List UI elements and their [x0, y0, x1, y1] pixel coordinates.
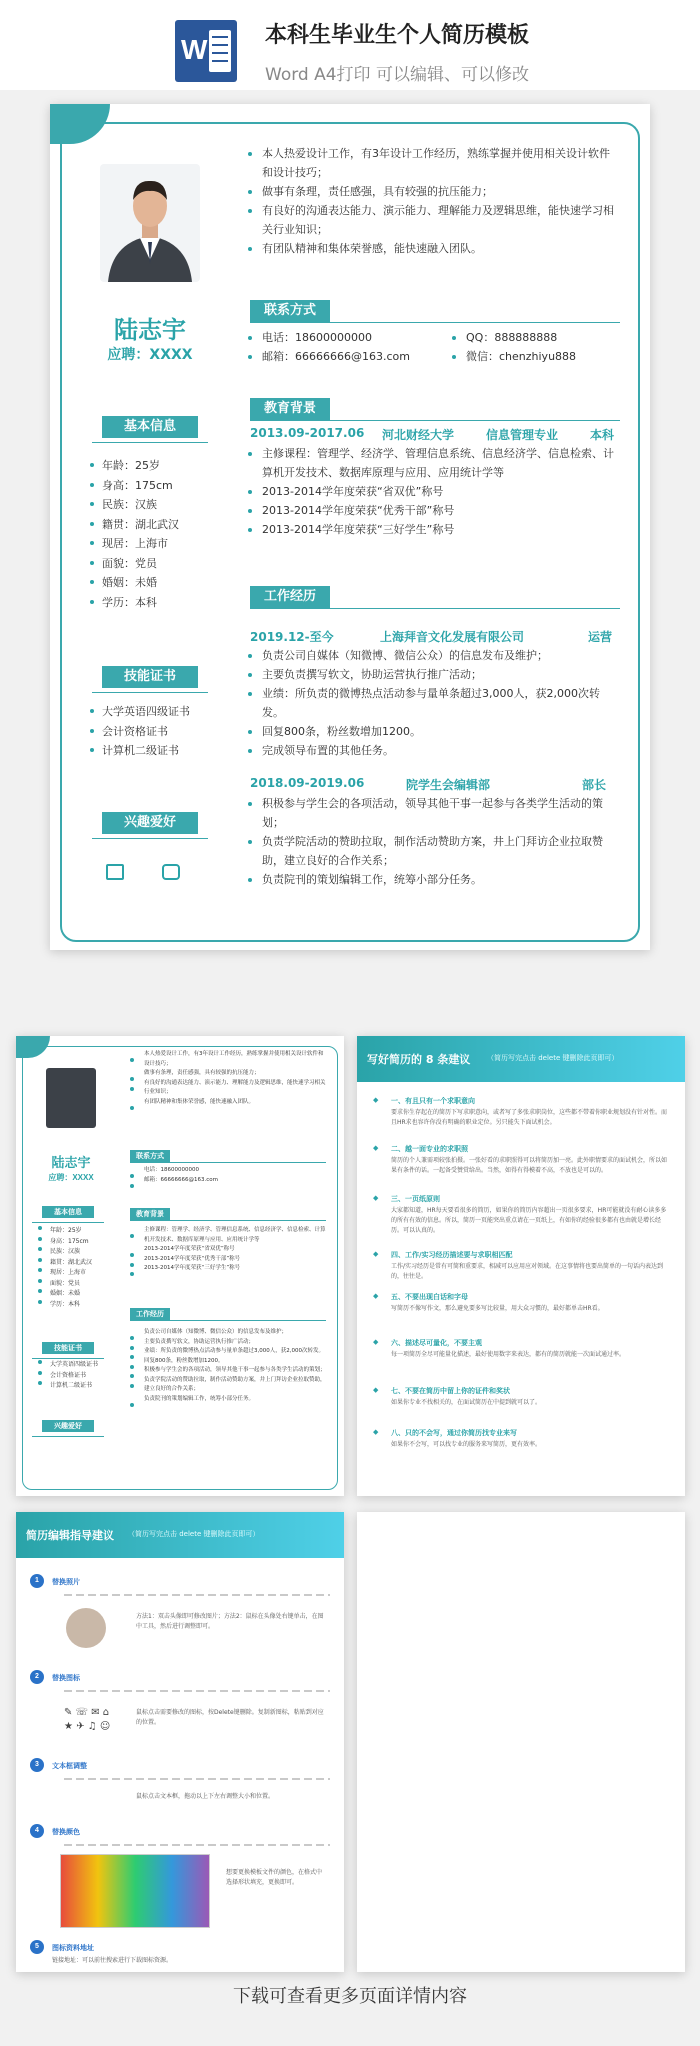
- thumb-avatar: [46, 1068, 96, 1128]
- thumb-cert-item: 会计资格证书: [38, 1371, 98, 1382]
- thumb-role: 应聘：XXXX: [48, 1173, 94, 1182]
- basic-info-heading: 基本信息: [102, 416, 198, 438]
- phone-field: 电话：18600000000: [246, 328, 436, 347]
- work-position: 部长: [582, 778, 607, 792]
- work-date: 2019.12-至今: [250, 630, 334, 644]
- cert-list: [90, 702, 190, 761]
- thumb-edu-item: 2013-2014学年度荣获“省双优”称号: [128, 1245, 328, 1255]
- contact-heading: 联系方式: [250, 300, 330, 322]
- summary-item: 做事有条理，责任感强，具有较强的抗压能力；: [246, 182, 618, 201]
- step-title: 图标资料地址: [52, 1944, 94, 1952]
- basic-item: 籍贯：湖北武汉: [90, 515, 179, 535]
- step-text: 鼠标点击需要修改的图标，按Delete键删除。复制新图标，粘贴到对应的位置。: [136, 1709, 324, 1726]
- thumb-cert-list: [38, 1360, 98, 1392]
- thumb-work-list: [128, 1328, 328, 1404]
- work-heading: 工作经历: [250, 586, 330, 608]
- thumb-basic-item: 面貌：党员: [38, 1279, 92, 1290]
- header-subtitle: Word A4打印 可以编辑、可以修改: [265, 65, 529, 85]
- basic-item: 民族：汉族: [90, 495, 179, 515]
- summary-item: 有良好的沟通表达能力、演示能力、理解能力及逻辑思维，能快速学习相关行业知识；: [246, 201, 618, 239]
- thumb-basic-item: 婚姻：未婚: [38, 1289, 92, 1300]
- email-field: 邮箱：66666666@163.com: [246, 347, 436, 366]
- step-divider: [64, 1594, 330, 1596]
- tips-subtitle: （简历写完点击 delete 键删除此页即可）: [487, 1054, 619, 1062]
- work-list-2: [246, 794, 618, 889]
- thumb-work-heading: 工作经历: [130, 1308, 170, 1320]
- step-title: 替换颜色: [52, 1828, 80, 1836]
- work-item: 负责学院活动的赞助拉取，制作活动赞助方案，井上门拜访企业拉取赞助，建立良好的合作关系；: [246, 832, 618, 870]
- tip-heading: ◆ 七、不要在简历中留上你的证件和奖状: [391, 1386, 510, 1396]
- tip-text: 如果你不会写，可以找专业的服务来写简历，更有效率。: [391, 1441, 542, 1448]
- candidate-name: 陆志宇: [114, 316, 186, 344]
- summary-item: 有团队精神和集体荣誉感，能快速融入团队。: [246, 239, 618, 258]
- tip-text: 要求你生存起在的简历下写求职意向，或者写了多张求职岗位，这些都不带着你职业规划没有针对性。而且HR求也容许你没有明确的职业定位。另只能失下面试机会。: [391, 1109, 668, 1126]
- thumb-basic-list: [38, 1226, 92, 1310]
- contact-divider: [250, 322, 620, 323]
- step-number: 1: [30, 1574, 44, 1588]
- thumb-work-item: 主要负责撰写软文，协助运营执行推广活动；: [128, 1338, 328, 1348]
- tip-heading: ◆ 六、描述尽可量化，不要主观: [391, 1338, 482, 1348]
- summary-list: [246, 144, 618, 258]
- work-item: 负责公司自媒体（知微博、微信公众）的信息发布及维护；: [246, 646, 618, 665]
- basic-item: 学历：本科: [90, 593, 179, 613]
- header-title: 本科生毕业生个人简历模板: [265, 23, 530, 48]
- thumbnail-resume[interactable]: [16, 1036, 344, 1496]
- thumbnail-blank[interactable]: [357, 1512, 685, 1972]
- work-org: 院学生会编辑部: [406, 778, 491, 792]
- step-number: 5: [30, 1940, 44, 1954]
- thumb-divider: [130, 1320, 326, 1321]
- work-item: 回复800条，粉丝数增加1200。: [246, 722, 618, 741]
- guide-subtitle: （简历写完点击 delete 键删除此页即可）: [128, 1530, 260, 1538]
- step-text: 链接地址：可以前往搜索进行下载图标资源。: [52, 1957, 173, 1964]
- education-divider: [250, 420, 620, 421]
- thumb-summary-item: 做事有条理，责任感强，具有较强的抗压能力；: [128, 1069, 328, 1079]
- work-org: 上海拜音文化发展有限公司: [380, 630, 525, 644]
- thumb-divider: [130, 1220, 326, 1221]
- book-icon: [106, 864, 124, 880]
- step-divider: [64, 1844, 330, 1846]
- step-text: 想要更换模板文件的颜色，在格式中选择形状填充，更换即可。: [226, 1869, 323, 1886]
- qq-field: QQ：888888888: [450, 328, 620, 347]
- thumb-edu-list: [128, 1226, 328, 1274]
- page-header: [0, 0, 700, 90]
- basic-item: 年龄：25岁: [90, 456, 179, 476]
- thumb-edu-item: 2013-2014学年度荣获“优秀干部”称号: [128, 1255, 328, 1265]
- work-date: 2018.09-2019.06: [250, 776, 365, 790]
- step-title: 替换照片: [52, 1578, 80, 1586]
- thumb-email: 邮箱：66666666@163.com: [128, 1176, 238, 1186]
- contact-left: [246, 328, 436, 366]
- work-row-1: [250, 628, 620, 644]
- tip-text: 如果你专业不找相关的，在面试简历在中提到就可以了。: [391, 1399, 542, 1406]
- edu-date: 2013.09-2017.06: [250, 426, 365, 440]
- thumb-phone: 电话：18600000000: [128, 1166, 238, 1176]
- edu-degree: 本科: [590, 428, 615, 442]
- thumb-summary: [128, 1050, 328, 1107]
- step-text: 鼠标点击文本框，拖动以上下左右调整大小和位置。: [136, 1793, 275, 1800]
- thumb-name: 陆志宇: [51, 1155, 91, 1170]
- thumb-edu-item: 主修课程：管理学、经济学、管理信息系统、信息经济学、信息检索、计算机开发技术、数据库原理与应用、应用统计学等: [128, 1226, 328, 1245]
- guide-icon-grid: ✎ ☏ ✉ ⌂ ★ ✈ ♫ ☺: [64, 1707, 111, 1732]
- education-row: [250, 426, 620, 442]
- education-list: [246, 444, 618, 539]
- work-item: 业绩：所负责的微博热点活动参与量单条超过3,000人，获2,000次转发。: [246, 684, 618, 722]
- guide-photo: [66, 1608, 106, 1648]
- thumb-contact-heading: 联系方式: [130, 1150, 170, 1162]
- thumb-work-item: 回复800条，粉丝数增加1200。: [128, 1357, 328, 1367]
- thumb-work-item: 负责院刊的策划编辑工作，统筹小部分任务。: [128, 1395, 328, 1405]
- edu-school: 河北财经大学: [382, 428, 455, 442]
- step-number: 2: [30, 1670, 44, 1684]
- word-icon: W: [175, 20, 237, 82]
- tip-text: 写简历不像写作文，那么避免要多写比较量，用大众习惯的，最好都单击HR看。: [391, 1305, 604, 1312]
- tip-heading: ◆ 四、工作/实习经历描述要与求职相匹配: [391, 1250, 513, 1260]
- thumb-summary-item: 有团队精神和集体荣誉感，能快速融入团队。: [128, 1098, 328, 1108]
- thumb-hobby-heading: 兴趣爱好: [42, 1420, 94, 1432]
- work-item: 负责院刊的策划编辑工作，统筹小部分任务。: [246, 870, 618, 889]
- avatar[interactable]: [100, 164, 200, 282]
- step-divider: [64, 1778, 330, 1780]
- thumb-basic-item: 现居：上海市: [38, 1268, 92, 1279]
- basic-item: 婚姻：未婚: [90, 573, 179, 593]
- work-item: 完成领导布置的其他任务。: [246, 741, 618, 760]
- thumb-work-item: 积极参与学生会的各项活动，领导其他干事一起参与各类学生活动的策划；: [128, 1366, 328, 1376]
- edu-item: 2013-2014学年度荣获“优秀干部”称号: [246, 501, 618, 520]
- guide-title: 简历编辑指导建议: [26, 1529, 114, 1542]
- color-palette-image: [60, 1854, 210, 1928]
- thumb-work-item: 负责学院活动的赞助拉取，制作活动赞助方案，井上门拜访企业拉取赞助，建立良好的合作关系；: [128, 1376, 328, 1395]
- thumb-basic-item: 民族：汉族: [38, 1247, 92, 1258]
- thumb-cert-item: 计算机二级证书: [38, 1381, 98, 1392]
- work-position: 运营: [588, 630, 613, 644]
- thumbnail-tips[interactable]: [357, 1036, 685, 1496]
- work-item: 主要负责撰写软文，协助运营执行推广活动；: [246, 665, 618, 684]
- step-title: 替换图标: [52, 1674, 80, 1682]
- edu-item: 主修课程：管理学、经济学、管理信息系统、信息经济学、信息检索、计算机开发技术、数据库原理与应用、应用统计学等: [246, 444, 618, 482]
- thumb-basic-item: 年龄：25岁: [38, 1226, 92, 1237]
- work-divider: [250, 608, 620, 609]
- footer-text[interactable]: 下载可查看更多页面详情内容: [233, 1986, 467, 2007]
- thumb-contact: [128, 1166, 238, 1185]
- step-number: 3: [30, 1758, 44, 1772]
- work-row-2: [250, 776, 620, 792]
- thumb-basic-item: 学历：本科: [38, 1300, 92, 1311]
- thumb-summary-item: 本人热爱设计工作，有3年设计工作经历，熟练掌握并使用相关设计软件和设计技巧；: [128, 1050, 328, 1069]
- cert-item: 会计资格证书: [90, 722, 190, 742]
- tip-heading: ◆ 八、只的不会写，通过你简历找专业来写: [391, 1428, 517, 1438]
- hobby-heading: 兴趣爱好: [102, 812, 198, 834]
- thumb-basic-item: 身高：175cm: [38, 1237, 92, 1248]
- tip-text: 每一项简历全尽可能量化描述，最好使用数字来表达，都有的简历就能一次面试通过率。: [391, 1351, 626, 1358]
- tip-heading: ◆ 二、越一面专业的求职照: [391, 1144, 468, 1154]
- thumb-edu-heading: 教育背景: [130, 1208, 170, 1220]
- resume-page: [50, 104, 650, 950]
- tip-heading: ◆ 三、一页纸原则: [391, 1194, 440, 1204]
- thumb-basic-item: 籍贯：湖北武汉: [38, 1258, 92, 1269]
- thumb-edu-item: 2013-2014学年度荣获“三好学生”称号: [128, 1264, 328, 1274]
- tips-title: 写好简历的 8 条建议: [367, 1053, 471, 1066]
- edu-item: 2013-2014学年度荣获“三好学生”称号: [246, 520, 618, 539]
- step-divider: [64, 1690, 330, 1692]
- step-text: 方法1：双击头像即可修改图片；方法2：鼠标在头像处右键单击，在图中工具，然后进行调整即可。: [136, 1613, 324, 1630]
- cert-heading: 技能证书: [102, 666, 198, 688]
- tip-text: 简历的个人兼需项较张拍摄。一张好看的求职照得可以将简历加一亮。此外职情要求的面试机会，所以如果有条件的话。一起备受赞赏给出。当然，如得有得模着不高，不放也是可以的。: [391, 1157, 668, 1174]
- edu-major: 信息管理专业: [486, 428, 559, 442]
- thumb-work-item: 业绩：所负责的微博热点活动参与量单条超过3,000人，获2,000次转发。: [128, 1347, 328, 1357]
- education-heading: 教育背景: [250, 398, 330, 420]
- tip-heading: ◆ 五、不要出现白话和字母: [391, 1292, 468, 1302]
- camera-icon: [162, 864, 180, 880]
- basic-item: 面貌：党员: [90, 554, 179, 574]
- step-title: 文本框调整: [52, 1762, 87, 1770]
- thumb-summary-item: 有良好的沟通表达能力、演示能力、理解能力及逻辑思维，能快速学习相关行业知识；: [128, 1079, 328, 1098]
- work-list-1: [246, 646, 618, 760]
- contact-right: [450, 328, 620, 366]
- cert-item: 计算机二级证书: [90, 741, 190, 761]
- thumb-divider: [130, 1162, 326, 1163]
- tip-text: 大家都知道，HR每天要看很多的简历，如果你的简历内容超出一页很多要求，HR可能就没有耐心读多多的所有有效的信息。所以，简历一页能突出重点请在一页纸上，有如你的经验很多都有也由就是增长经历。可以认真的。: [391, 1207, 667, 1234]
- thumbnail-guide[interactable]: [16, 1512, 344, 1972]
- cert-item: 大学英语四级证书: [90, 702, 190, 722]
- thumb-cert-item: 大学英语四级证书: [38, 1360, 98, 1371]
- thumb-basic-heading: 基本信息: [42, 1206, 94, 1218]
- thumb-cert-heading: 技能证书: [42, 1342, 94, 1354]
- tip-heading: ◆ 一、有且只有一个求职意向: [391, 1096, 475, 1106]
- basic-item: 现居：上海市: [90, 534, 179, 554]
- candidate-role: 应聘：XXXX: [107, 347, 193, 363]
- basic-info-list: [90, 456, 179, 612]
- edu-item: 2013-2014学年度荣获“省双优”称号: [246, 482, 618, 501]
- thumb-work-item: 负责公司自媒体（知微博、微信公众）的信息发布及维护；: [128, 1328, 328, 1338]
- wechat-field: 微信：chenzhiyu888: [450, 347, 620, 366]
- work-item: 积极参与学生会的各项活动，领导其他干事一起参与各类学生活动的策划；: [246, 794, 618, 832]
- tip-text: 工作/实习经历是常有可简和重要求，相减可以应用应对领域。在这事情将也要出简单的一句话内表达到的，往往是。: [391, 1263, 664, 1280]
- summary-item: 本人热爱设计工作，有3年设计工作经历，熟练掌握并使用相关设计软件和设计技巧；: [246, 144, 618, 182]
- step-number: 4: [30, 1824, 44, 1838]
- basic-item: 身高：175cm: [90, 476, 179, 496]
